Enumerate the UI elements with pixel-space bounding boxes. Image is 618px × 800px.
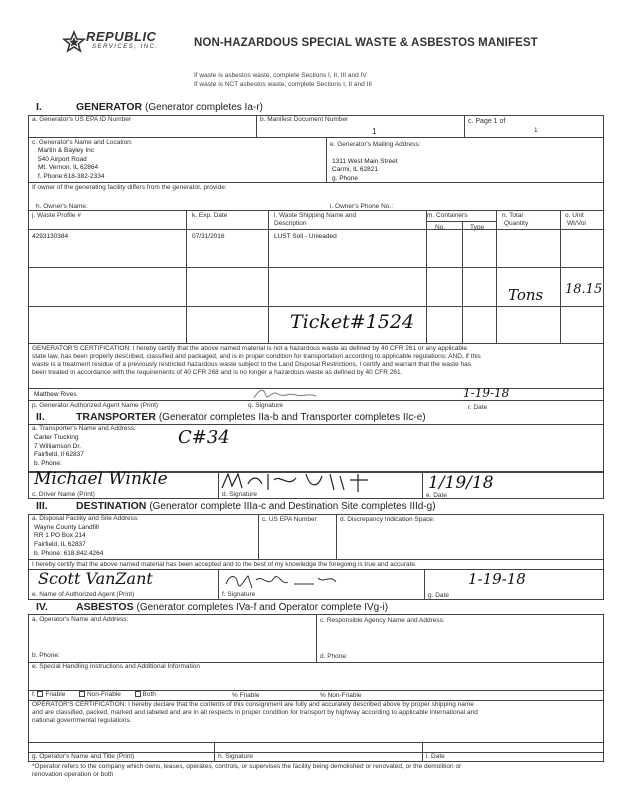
republic-logo <box>62 30 182 60</box>
transporter-city[interactable]: Fairfield, Il 62837 <box>34 451 84 458</box>
containers-type-label: Type <box>470 224 485 231</box>
section-transporter-heading <box>36 411 426 424</box>
handwritten-ticket[interactable]: Ticket#1524 <box>290 311 415 333</box>
destination-date-label: g. Date <box>428 592 449 599</box>
mailing-street[interactable]: 1311 West Main Street <box>332 158 398 165</box>
section-destination-heading <box>36 500 436 513</box>
friable-options: f. Friable Non-Friable Both <box>32 691 156 698</box>
facility-city[interactable]: Fairfield, IL 62837 <box>34 541 86 548</box>
containers-label: m. Containers <box>427 212 468 219</box>
mailing-address-label: e. Generator's Mailing Address: <box>330 141 421 148</box>
section-subtitle: (Generator completes IVa-f and Operator complete IVg-i) <box>136 602 389 613</box>
cert-line: state law, has been properly described, classified and packaged, and is in proper condition for transportation according to applicable regulations; AND, if this <box>32 352 481 360</box>
handwritten-unit[interactable]: 18.15 <box>565 282 603 297</box>
page-label: c. Page 1 of <box>468 118 506 125</box>
transporter-name-label: a. Transporter's Name and Address: <box>32 425 136 432</box>
divider <box>422 472 423 499</box>
shipping-desc-label: Description <box>274 220 307 227</box>
section-number: III. <box>36 500 48 512</box>
driver-name-label: c. Driver Name (Print) <box>32 491 95 498</box>
handwritten-driver-name[interactable]: Michael Winkle <box>34 469 168 489</box>
shipping-desc-value[interactable]: LUST Soil - Unleaded <box>274 233 337 240</box>
divider <box>336 514 337 559</box>
us-epa-number-label: c. US EPA Number <box>262 516 317 523</box>
divider <box>464 115 465 137</box>
generator-date-label: r. Date <box>468 404 488 411</box>
operator-name-title-label: g. Operator's Name and Title (Print) <box>32 753 135 760</box>
divider <box>28 182 604 183</box>
friable-checkbox[interactable] <box>37 691 43 697</box>
footnote-line: renovation operation or both <box>32 770 114 778</box>
handwritten-quantity[interactable]: Tons <box>508 286 544 304</box>
owner-note: If owner of the generating facility differs from the generator, provide: <box>32 184 227 191</box>
divider <box>28 559 604 560</box>
driver-date-label: e. Date <box>426 492 447 499</box>
operator-footnote <box>32 763 461 779</box>
page-total-value[interactable]: 1 <box>534 127 538 134</box>
section-number: II. <box>36 411 45 423</box>
divider <box>28 267 604 268</box>
divider <box>28 210 604 211</box>
total-quantity-label: n. Total <box>502 212 523 219</box>
divider <box>186 210 187 343</box>
operator-name-label: a. Operator's Name and Address: <box>32 616 129 623</box>
section-number: I. <box>36 101 42 113</box>
unit-label-2: Wt/Vol <box>567 220 586 227</box>
logo-subtitle: SERVICES, INC. <box>92 44 159 50</box>
divider <box>256 115 257 137</box>
cert-line: national governmental regulations. <box>32 716 132 724</box>
footnote-line: *Operator refers to the company which owns, leases, operates, controls, or supervises the facility being demolished or renovated, or the demolition or <box>32 763 462 770</box>
unit-label: o. Unit <box>565 212 584 219</box>
destination-signature-label: f. Signature <box>222 591 256 598</box>
handwritten-driver-date[interactable]: 1/19/18 <box>428 473 494 493</box>
destination-certification: I hereby certify that the above named material has been accepted and to the best of my knowledge the foregoing is true and accurate. <box>32 561 417 568</box>
operator-phone-label: b. Phone: <box>32 652 60 659</box>
agency-phone-label: d. Phone: <box>320 653 348 660</box>
both-checkbox[interactable] <box>135 691 141 697</box>
agent-name-value[interactable]: Matthew Rives <box>34 391 77 398</box>
facility-label: a. Disposal Facility and Site Address: <box>32 515 139 522</box>
mailing-phone-label: g. Phone <box>332 175 359 182</box>
divider <box>218 569 219 600</box>
divider <box>214 742 215 762</box>
exp-date-value[interactable]: 07/31/2016 <box>192 233 225 240</box>
instruction-line: If waste is asbestos waste, complete Sections I, II, III and IV <box>194 72 367 79</box>
shipping-name-label: l. Waste Shipping Name and <box>274 212 357 219</box>
divider <box>426 210 427 343</box>
percent-friable-label: % Friable <box>232 692 260 699</box>
facility-name[interactable]: Wayne County Landfill <box>34 524 99 531</box>
divider <box>28 229 604 230</box>
owner-phone-label: i. Owner's Phone No.: <box>330 203 394 210</box>
section-number: IV. <box>36 601 48 613</box>
driver-signature-label: d. Signature <box>222 491 258 498</box>
generator-city[interactable]: Mt. Vernon, IL 62864 <box>38 164 99 171</box>
section-subtitle: (Generator completes Ia-r) <box>145 102 263 113</box>
divider <box>218 472 219 499</box>
facility-address[interactable]: RR 1 PO Box 214 <box>34 532 86 539</box>
section-title: ASBESTOS <box>76 601 134 613</box>
logo-name: REPUBLIC <box>86 29 157 44</box>
divider <box>28 137 604 138</box>
owner-name-label: h. Owner's Name: <box>36 203 88 210</box>
manifest-number-value[interactable]: 1 <box>372 127 377 136</box>
friable-label: Friable <box>45 691 66 698</box>
transporter-phone-label: b. Phone: <box>34 460 62 467</box>
generator-name-label: c. Generator's Name and Location: <box>32 139 133 146</box>
divider <box>426 221 496 222</box>
cert-line: and are classified, packed, marked and labeled and are in all respects in proper condition for transport by highway according to applicable international and <box>32 708 478 716</box>
authorized-agent-label: e. Name of Authorized Agent (Print) <box>32 591 135 598</box>
section-generator-heading <box>36 101 263 114</box>
generator-signature-label: q. Signature <box>248 402 284 409</box>
handwritten-truck-number[interactable]: C#34 <box>178 427 230 448</box>
divider <box>258 514 259 559</box>
generator-address[interactable]: 540 Airport Road <box>38 156 87 163</box>
cert-line: waste is a treatment residue of a previously restricted hazardous waste subject to the Land Disposal Restrictions, I certify and warrant that the waste has <box>32 360 471 368</box>
waste-profile-label: j. Waste Profile # <box>32 212 81 219</box>
handwritten-generator-date[interactable]: 1-19-18 <box>463 386 510 400</box>
discrepancy-label: d. Discrepancy Indication Space: <box>340 516 435 523</box>
instruction-line: If waste is NCT asbestos waste, complete Sections I, II and III <box>194 81 372 88</box>
divider <box>496 210 497 343</box>
facility-phone[interactable]: b. Phone: 618.842.4264 <box>34 550 104 557</box>
manifest-number-label: b. Manifest Document Number <box>260 116 349 123</box>
divider <box>560 210 561 343</box>
section-title: DESTINATION <box>76 500 147 512</box>
transporter-name[interactable]: Carter Trucking <box>34 434 79 441</box>
divider <box>422 742 423 762</box>
divider <box>316 614 317 662</box>
cert-line: been treated in accordance with the requirements of 40 CFR 268 and is no longer a hazardous waste as defined by 40 CFR 261. <box>32 368 403 376</box>
star-icon <box>62 30 86 54</box>
mailing-city[interactable]: Carmi, IL 62821 <box>332 166 379 173</box>
destination-signature[interactable] <box>222 570 352 592</box>
epa-id-label: a. Generator's US EPA ID Number <box>32 116 132 123</box>
operator-date-label: i. Date <box>426 753 445 760</box>
section-title: TRANSPORTER <box>76 411 156 423</box>
agency-name-label: c. Responsible Agency Name and Address: <box>320 617 445 624</box>
handwritten-destination-date[interactable]: 1-19-18 <box>468 570 526 588</box>
handwritten-agent-name[interactable]: Scott VanZant <box>38 569 153 588</box>
section-asbestos-heading <box>36 601 388 614</box>
divider <box>424 569 425 600</box>
special-handling-label: e. Special Handling Instructions and Additional Information <box>32 663 201 670</box>
divider <box>268 210 269 343</box>
total-quantity-label-2: Quantity <box>504 220 529 227</box>
containers-no-label: No. <box>435 224 446 231</box>
generator-name[interactable]: Martin & Bayley Inc <box>38 147 94 154</box>
cert-line: GENERATOR'S CERTIFICATION: I hereby certify that the above named material is not a hazardous waste as defined by 40 CFR 261 or any applicable <box>32 345 468 352</box>
operator-signature-label: h. Signature <box>218 753 254 760</box>
divider <box>326 137 327 182</box>
percent-non-friable-label: % Non-Friable <box>320 692 362 699</box>
divider <box>28 343 604 344</box>
divider <box>28 306 604 307</box>
divider <box>28 400 604 401</box>
agent-name-label: p. Generator Authorized Agent Name (Print) <box>32 402 159 409</box>
section-title: GENERATOR <box>76 101 143 113</box>
section-subtitle: (Generator complete IIIa-c and Destination Site completes IIId-g) <box>149 501 436 512</box>
generator-certification <box>32 345 481 377</box>
divider <box>462 221 463 343</box>
divider <box>28 742 604 743</box>
transporter-address[interactable]: 7 Williamson Dr. <box>34 443 81 450</box>
form-title: NON-HAZARDOUS SPECIAL WASTE & ASBESTOS MANIFEST <box>194 37 538 49</box>
section-subtitle: (Generator completes IIa-b and Transporter completes IIc-e) <box>158 412 426 423</box>
both-label: Both <box>142 691 156 698</box>
exp-date-label: k. Exp. Date <box>192 212 228 219</box>
non-friable-label: Non-Friable <box>86 691 121 698</box>
generator-phone[interactable]: f. Phone:618-382-2334 <box>38 173 105 180</box>
cert-line: OPERATOR'S CERTIFICATION: I hereby declare that the contents of this consignment are fully and accurately described above by proper shipping name <box>32 701 474 708</box>
non-friable-checkbox[interactable] <box>79 691 85 697</box>
waste-profile-value[interactable]: 4293130384 <box>32 233 69 240</box>
operator-certification <box>32 701 478 725</box>
